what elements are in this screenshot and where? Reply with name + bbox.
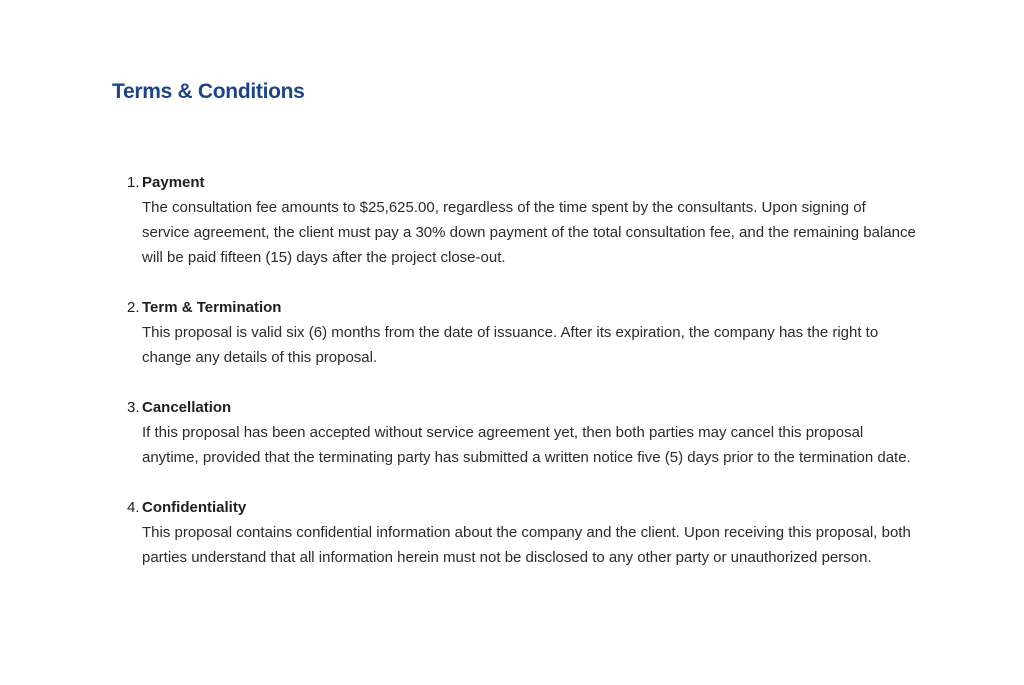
term-heading: Payment [142,174,205,191]
term-heading: Term & Termination [142,299,282,316]
term-heading: Confidentiality [142,499,247,516]
term-number: 4. [127,499,140,516]
term-body: This proposal is valid six (6) months from the date of issuance. After its expiration, the company has the right to change any details of this proposal. [142,324,879,366]
term-number: 2. [127,299,140,316]
term-number: 1. [127,174,140,191]
term-body: The consultation fee amounts to $25,625.00, regardless of the time spent by the consultants. Upon signing of service agreement, the client must pay a 30% down payment of the total consultation fee, and the remaining balance will be paid fifteen (15) days after the project close-out. [142,199,916,266]
page-title: Terms & Conditions [112,80,305,103]
term-heading: Cancellation [142,399,232,416]
term-body: If this proposal has been accepted without service agreement yet, then both parties may cancel this proposal anytime, provided that the terminating party has submitted a written notice five (5) days prior to the termination date. [142,424,911,466]
term-number: 3. [127,399,140,416]
term-item-cancellation [112,395,917,470]
term-item-payment [112,170,917,270]
terms-list [112,170,917,595]
term-item-term-termination [112,295,917,370]
term-body: This proposal contains confidential information about the company and the client. Upon receiving this proposal, both parties understand that all information herein must not be disclosed to any other party or unauthorized person. [142,524,911,566]
term-item-confidentiality [112,495,917,570]
